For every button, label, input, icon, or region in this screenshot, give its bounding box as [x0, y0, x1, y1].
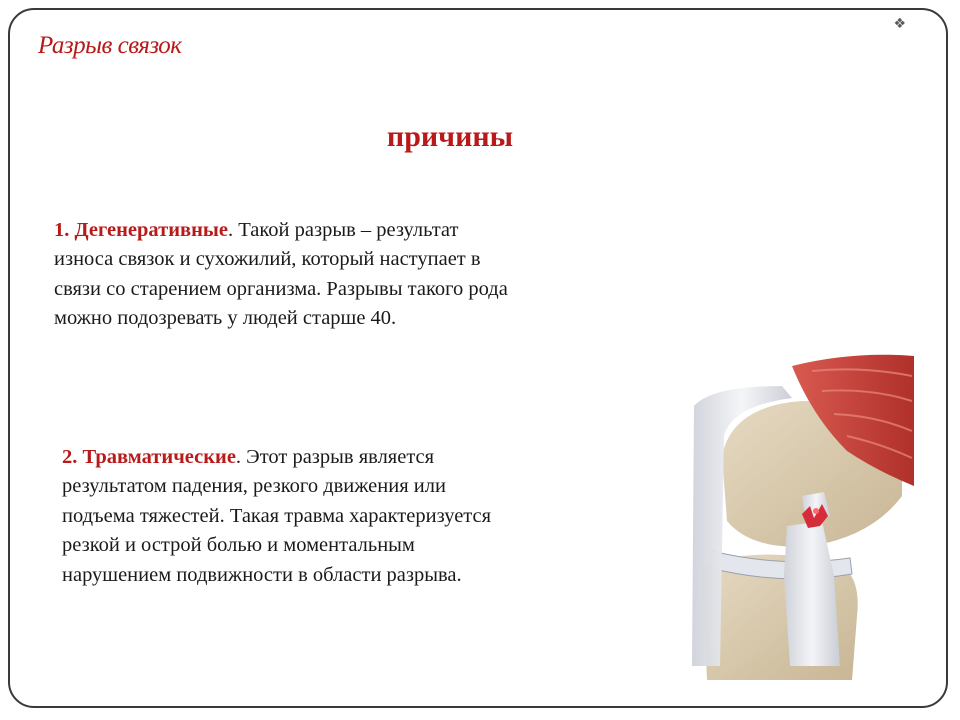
slide-title: Разрыв связок: [38, 32, 182, 59]
slide-frame: [8, 8, 948, 708]
section-heading-text: причины: [386, 120, 514, 153]
cause-term: 2. Травматические: [62, 446, 236, 468]
corner-ornament-icon: ❖: [893, 16, 906, 32]
torn-ligament-lower: [784, 521, 840, 666]
cause-description: . Этот разрыв является результатом падения, резкого движения или подъема тяжестей. Такая травма характеризуется резкой и острой болью и моментальным нарушением подвижности в области разрыва.: [62, 446, 492, 586]
section-heading: [10, 120, 910, 154]
cause-description: . Такой разрыв – результат износа связок и сухожилий, который наступает в связи со старением организма. Разрывы такого рода можно подозревать у людей старше 40.: [54, 219, 508, 330]
cause-degenerative: [54, 216, 514, 334]
knee-ligament-illustration: [662, 346, 914, 680]
cause-term: 1. Дегенеративные: [54, 219, 228, 241]
cause-traumatic: [62, 443, 522, 590]
